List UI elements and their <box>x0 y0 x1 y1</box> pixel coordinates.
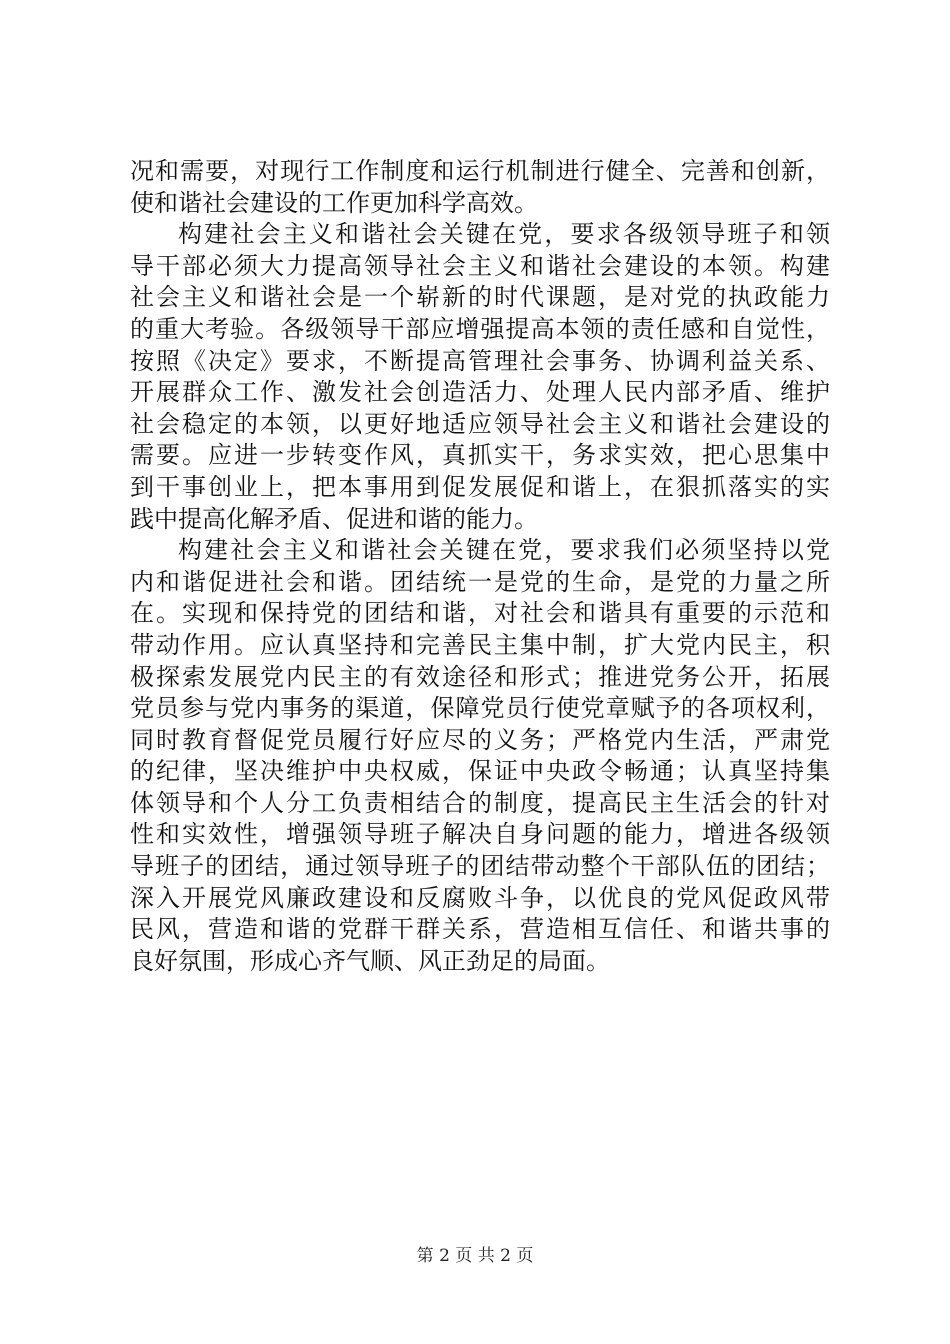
paragraph-line: 社会主义和谐社会是一个崭新的时代课题，是对党的执政能力 <box>130 283 830 312</box>
paragraph-line: 构建社会主义和谐社会关键在党，要求各级领导班子和领 <box>178 220 830 249</box>
paragraph-line: 良好氛围，形成心齐气顺、风正劲足的局面。 <box>130 946 610 975</box>
paragraph-line: 践中提高化解矛盾、促进和谐的能力。 <box>130 504 538 533</box>
paragraph-line: 导干部必须大力提高领导社会主义和谐社会建设的本领。构建 <box>130 251 830 280</box>
paragraph-line: 党员参与党内事务的渠道，保障党员行使党章赋予的各项权利， <box>130 694 830 723</box>
paragraph <box>130 535 830 977</box>
paragraph <box>130 156 830 219</box>
paragraph-line: 社会稳定的本领，以更好地适应领导社会主义和谐社会建设的 <box>130 409 830 438</box>
paragraph-line: 的重大考验。各级领导干部应增强提高本领的责任感和自觉性， <box>130 314 830 343</box>
paragraph-line: 的纪律，坚决维护中央权威，保证中央政令畅通；认真坚持集 <box>130 757 830 786</box>
paragraph-line: 开展群众工作、激发社会创造活力、处理人民内部矛盾、维护 <box>130 378 830 407</box>
document-body <box>130 156 830 977</box>
paragraph <box>130 219 830 535</box>
paragraph-line: 需要。应进一步转变作风，真抓实干，务求实效，把心思集中 <box>130 441 830 470</box>
paragraph-line: 内和谐促进社会和谐。团结统一是党的生命，是党的力量之所 <box>130 567 830 596</box>
paragraph-line: 构建社会主义和谐社会关键在党，要求我们必须坚持以党 <box>178 536 830 565</box>
paragraph-line: 按照《决定》要求，不断提高管理社会事务、协调利益关系、 <box>130 346 830 375</box>
paragraph-line: 深入开展党风廉政建设和反腐败斗争，以优良的党风促政风带 <box>130 883 830 912</box>
paragraph-line: 带动作用。应认真坚持和完善民主集中制，扩大党内民主，积 <box>130 630 830 659</box>
paragraph-line: 体领导和个人分工负责相结合的制度，提高民主生活会的针对 <box>130 788 830 817</box>
paragraph-line: 到干事创业上，把本事用到促发展促和谐上，在狠抓落实的实 <box>130 472 830 501</box>
paragraph-line: 同时教育督促党员履行好应尽的义务；严格党内生活，严肃党 <box>130 725 830 754</box>
paragraph-line: 性和实效性，增强领导班子解决自身问题的能力，增进各级领 <box>130 820 830 849</box>
paragraph-line: 民风，营造和谐的党群干群关系，营造相互信任、和谐共事的 <box>130 915 830 944</box>
paragraph-line: 况和需要，对现行工作制度和运行机制进行健全、完善和创新， <box>130 157 830 185</box>
paragraph-line: 极探索发展党内民主的有效途径和形式；推进党务公开，拓展 <box>130 662 830 691</box>
paragraph-line: 使和谐社会建设的工作更加科学高效。 <box>130 188 538 217</box>
page-footer: 第 2 页 共 2 页 <box>416 1246 534 1266</box>
paragraph-line: 在。实现和保持党的团结和谐，对社会和谐具有重要的示范和 <box>130 599 830 628</box>
paragraph-line: 导班子的团结，通过领导班子的团结带动整个干部队伍的团结； <box>130 852 830 881</box>
